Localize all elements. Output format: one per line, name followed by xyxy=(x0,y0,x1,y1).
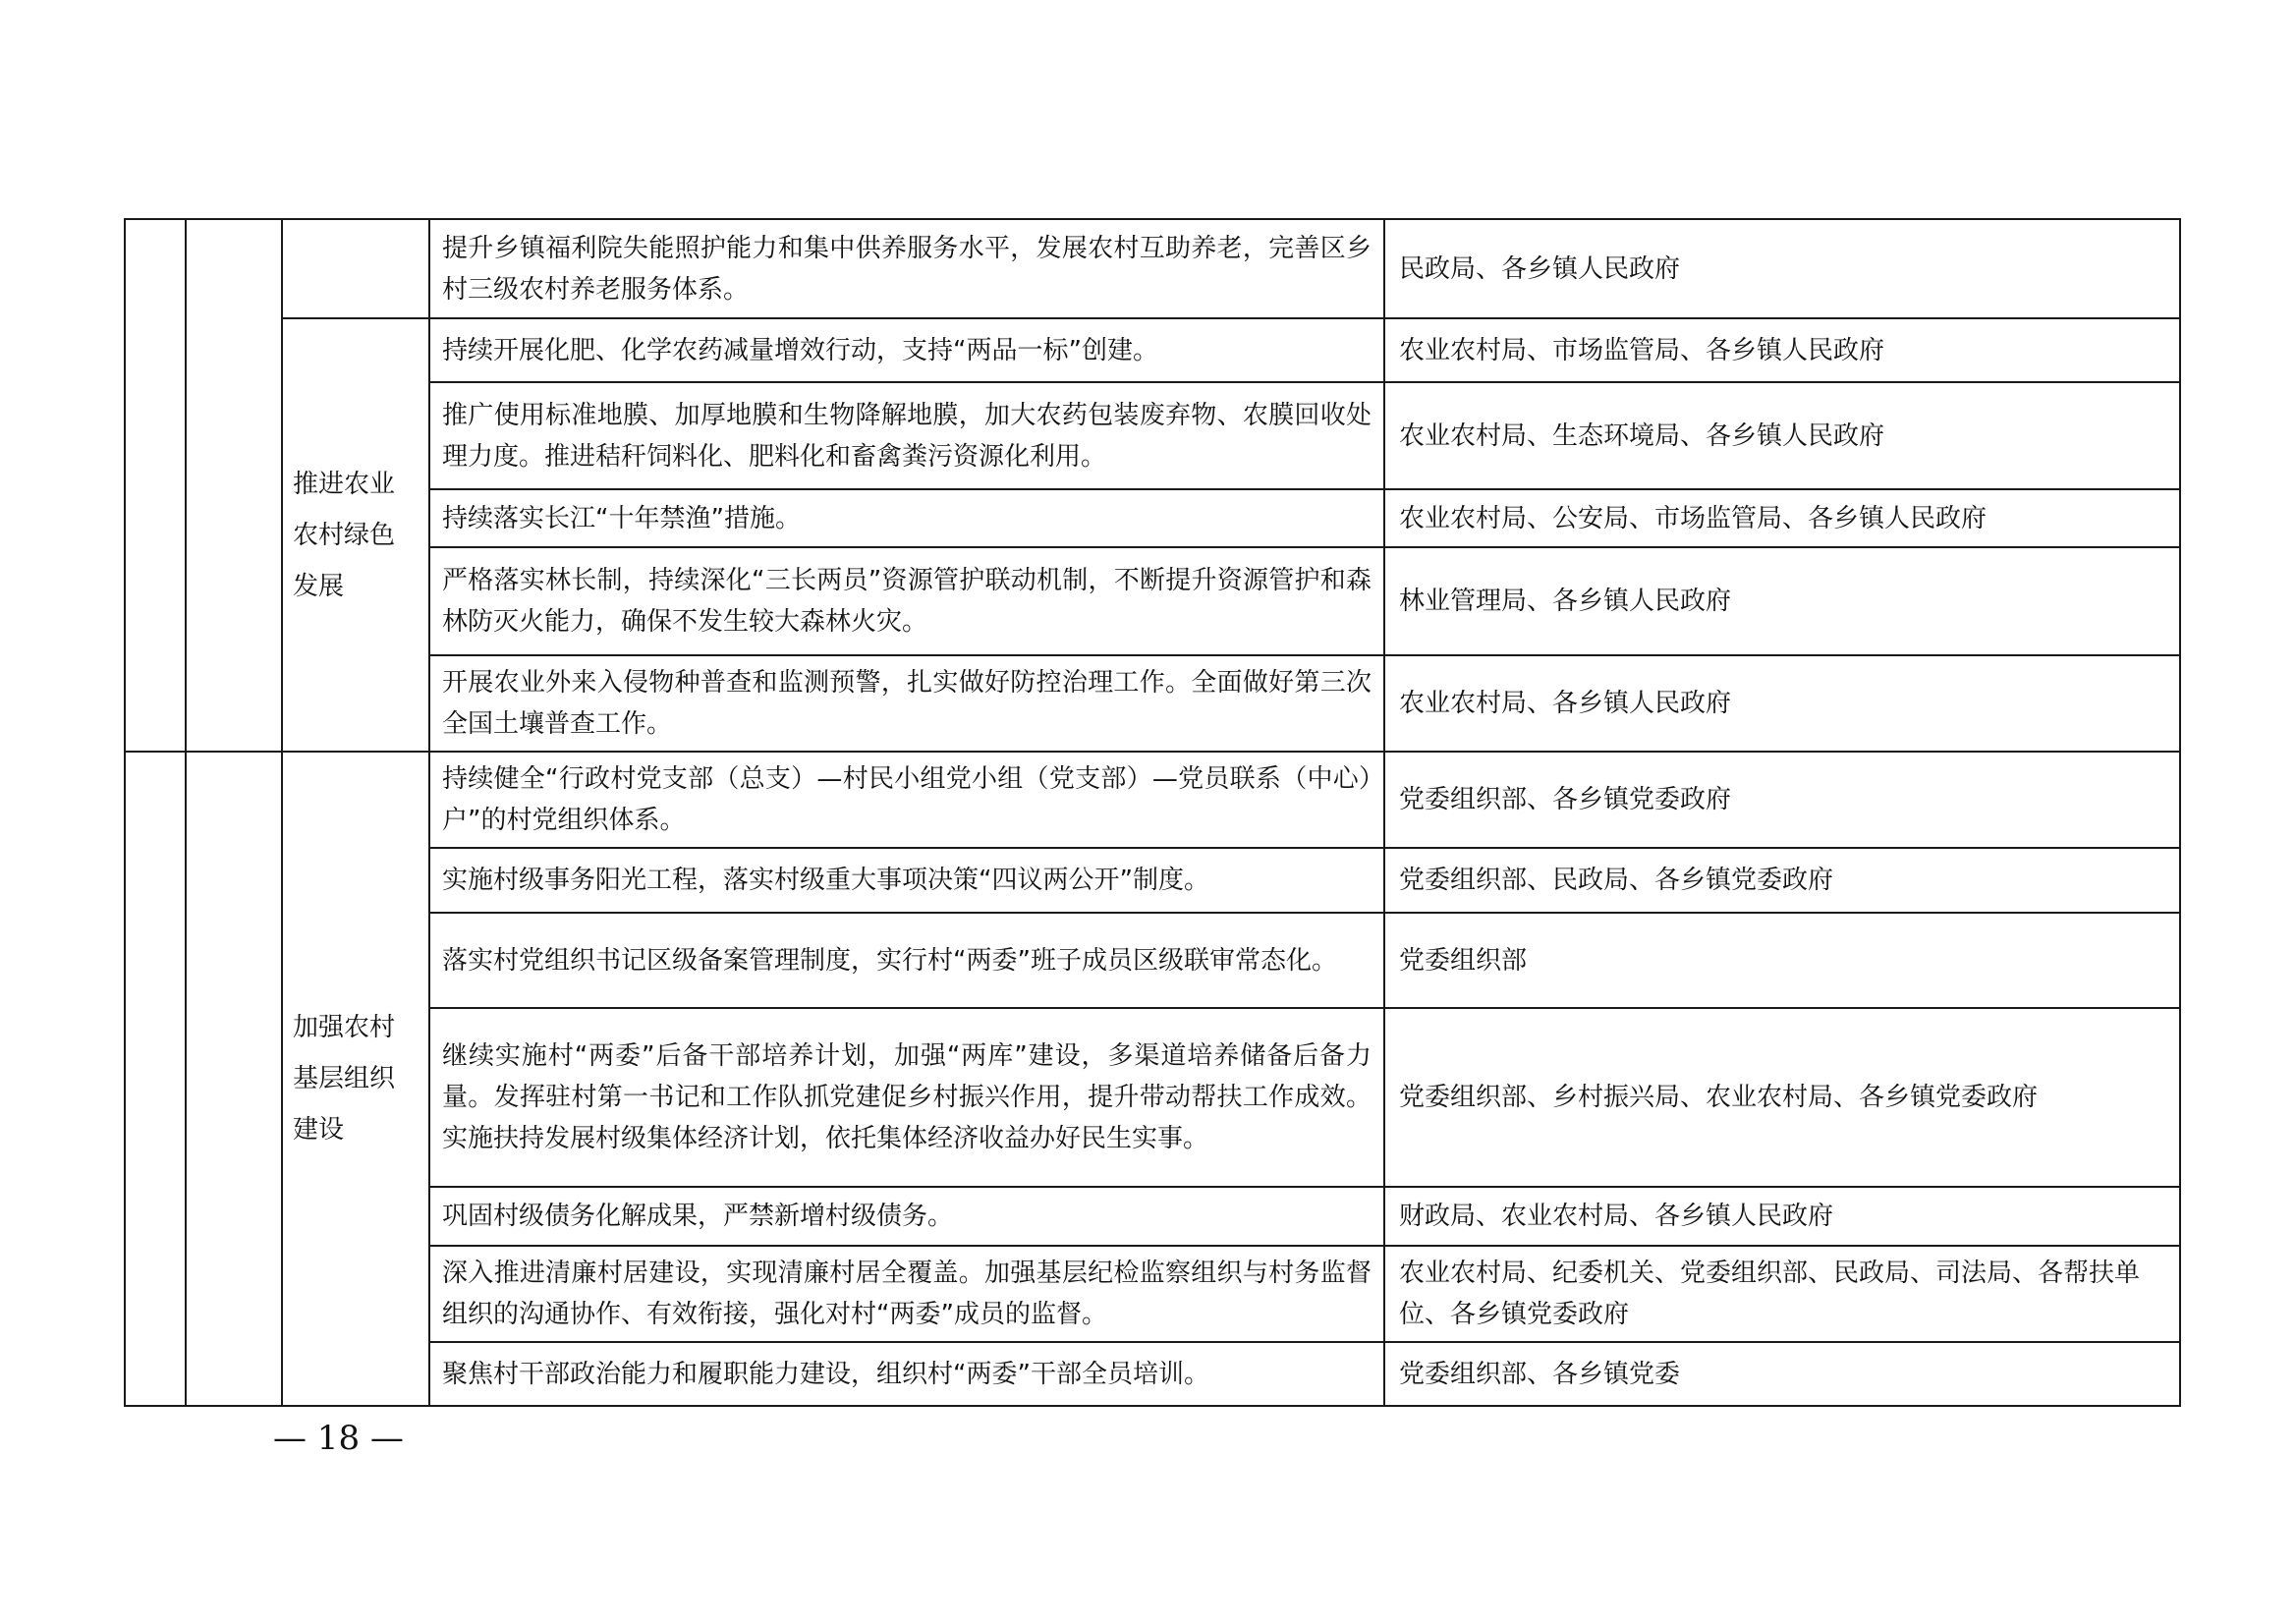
department-cell: 党委组织部、乡村振兴局、农业农村局、各乡镇党委政府 xyxy=(1384,1008,2180,1187)
table-row xyxy=(125,547,2180,655)
department-cell: 农业农村局、纪委机关、党委组织部、民政局、司法局、各帮扶单位、各乡镇党委政府 xyxy=(1384,1246,2180,1342)
measure-cell: 落实村党组织书记区级备案管理制度，实行村“两委”班子成员区级联审常态化。 xyxy=(429,913,1384,1008)
table-row xyxy=(125,318,2180,382)
table-row xyxy=(125,1187,2180,1246)
department-cell: 党委组织部、各乡镇党委 xyxy=(1384,1342,2180,1406)
table-row xyxy=(125,1246,2180,1342)
measure-cell: 持续落实长江“十年禁渔”措施。 xyxy=(429,489,1384,547)
measure-cell: 提升乡镇福利院失能照护能力和集中供养服务水平，发展农村互助养老，完善区乡村三级农村养老服务体系。 xyxy=(429,219,1384,318)
blank-cell xyxy=(125,752,186,1406)
table-row xyxy=(125,655,2180,752)
blank-cell xyxy=(186,752,282,1406)
blank-cell xyxy=(282,219,429,318)
table-row xyxy=(125,382,2180,489)
category-cell: 推进农业农村绿色发展 xyxy=(282,318,429,752)
page-number: — 18 — xyxy=(273,1419,404,1458)
measure-cell: 严格落实林长制，持续深化“三长两员”资源管护联动机制，不断提升资源管护和森林防灭火能力，确保不发生较大森林火灾。 xyxy=(429,547,1384,655)
measure-cell: 持续开展化肥、化学农药减量增效行动，支持“两品一标”创建。 xyxy=(429,318,1384,382)
task-table xyxy=(124,218,2181,1407)
department-cell: 农业农村局、各乡镇人民政府 xyxy=(1384,655,2180,752)
table-row xyxy=(125,219,2180,318)
blank-cell xyxy=(186,219,282,752)
measure-cell: 继续实施村“两委”后备干部培养计划，加强“两库”建设，多渠道培养储备后备力量。发挥驻村第一书记和工作队抓党建促乡村振兴作用，提升带动帮扶工作成效。实施扶持发展村级集体经济计划，依托集体经济收益办好民生实事。 xyxy=(429,1008,1384,1187)
department-cell: 党委组织部、民政局、各乡镇党委政府 xyxy=(1384,848,2180,913)
department-cell: 林业管理局、各乡镇人民政府 xyxy=(1384,547,2180,655)
table-row xyxy=(125,752,2180,848)
blank-cell xyxy=(125,219,186,752)
table-row xyxy=(125,913,2180,1008)
measure-cell: 聚焦村干部政治能力和履职能力建设，组织村“两委”干部全员培训。 xyxy=(429,1342,1384,1406)
measure-cell: 巩固村级债务化解成果，严禁新增村级债务。 xyxy=(429,1187,1384,1246)
department-cell: 党委组织部、各乡镇党委政府 xyxy=(1384,752,2180,848)
department-cell: 农业农村局、市场监管局、各乡镇人民政府 xyxy=(1384,318,2180,382)
measure-cell: 深入推进清廉村居建设，实现清廉村居全覆盖。加强基层纪检监察组织与村务监督组织的沟通协作、有效衔接，强化对村“两委”成员的监督。 xyxy=(429,1246,1384,1342)
table-row xyxy=(125,489,2180,547)
department-cell: 财政局、农业农村局、各乡镇人民政府 xyxy=(1384,1187,2180,1246)
measure-cell: 持续健全“行政村党支部（总支）—村民小组党小组（党支部）—党员联系（中心）户”的村党组织体系。 xyxy=(429,752,1384,848)
table-row xyxy=(125,1342,2180,1406)
measure-cell: 推广使用标准地膜、加厚地膜和生物降解地膜，加大农药包装废弃物、农膜回收处理力度。推进秸秆饲料化、肥料化和畜禽粪污资源化利用。 xyxy=(429,382,1384,489)
table-row xyxy=(125,1008,2180,1187)
department-cell: 民政局、各乡镇人民政府 xyxy=(1384,219,2180,318)
measure-cell: 实施村级事务阳光工程，落实村级重大事项决策“四议两公开”制度。 xyxy=(429,848,1384,913)
department-cell: 农业农村局、生态环境局、各乡镇人民政府 xyxy=(1384,382,2180,489)
table-row xyxy=(125,848,2180,913)
department-cell: 农业农村局、公安局、市场监管局、各乡镇人民政府 xyxy=(1384,489,2180,547)
category-cell: 加强农村基层组织建设 xyxy=(282,752,429,1406)
measure-cell: 开展农业外来入侵物种普查和监测预警，扎实做好防控治理工作。全面做好第三次全国土壤普查工作。 xyxy=(429,655,1384,752)
department-cell: 党委组织部 xyxy=(1384,913,2180,1008)
